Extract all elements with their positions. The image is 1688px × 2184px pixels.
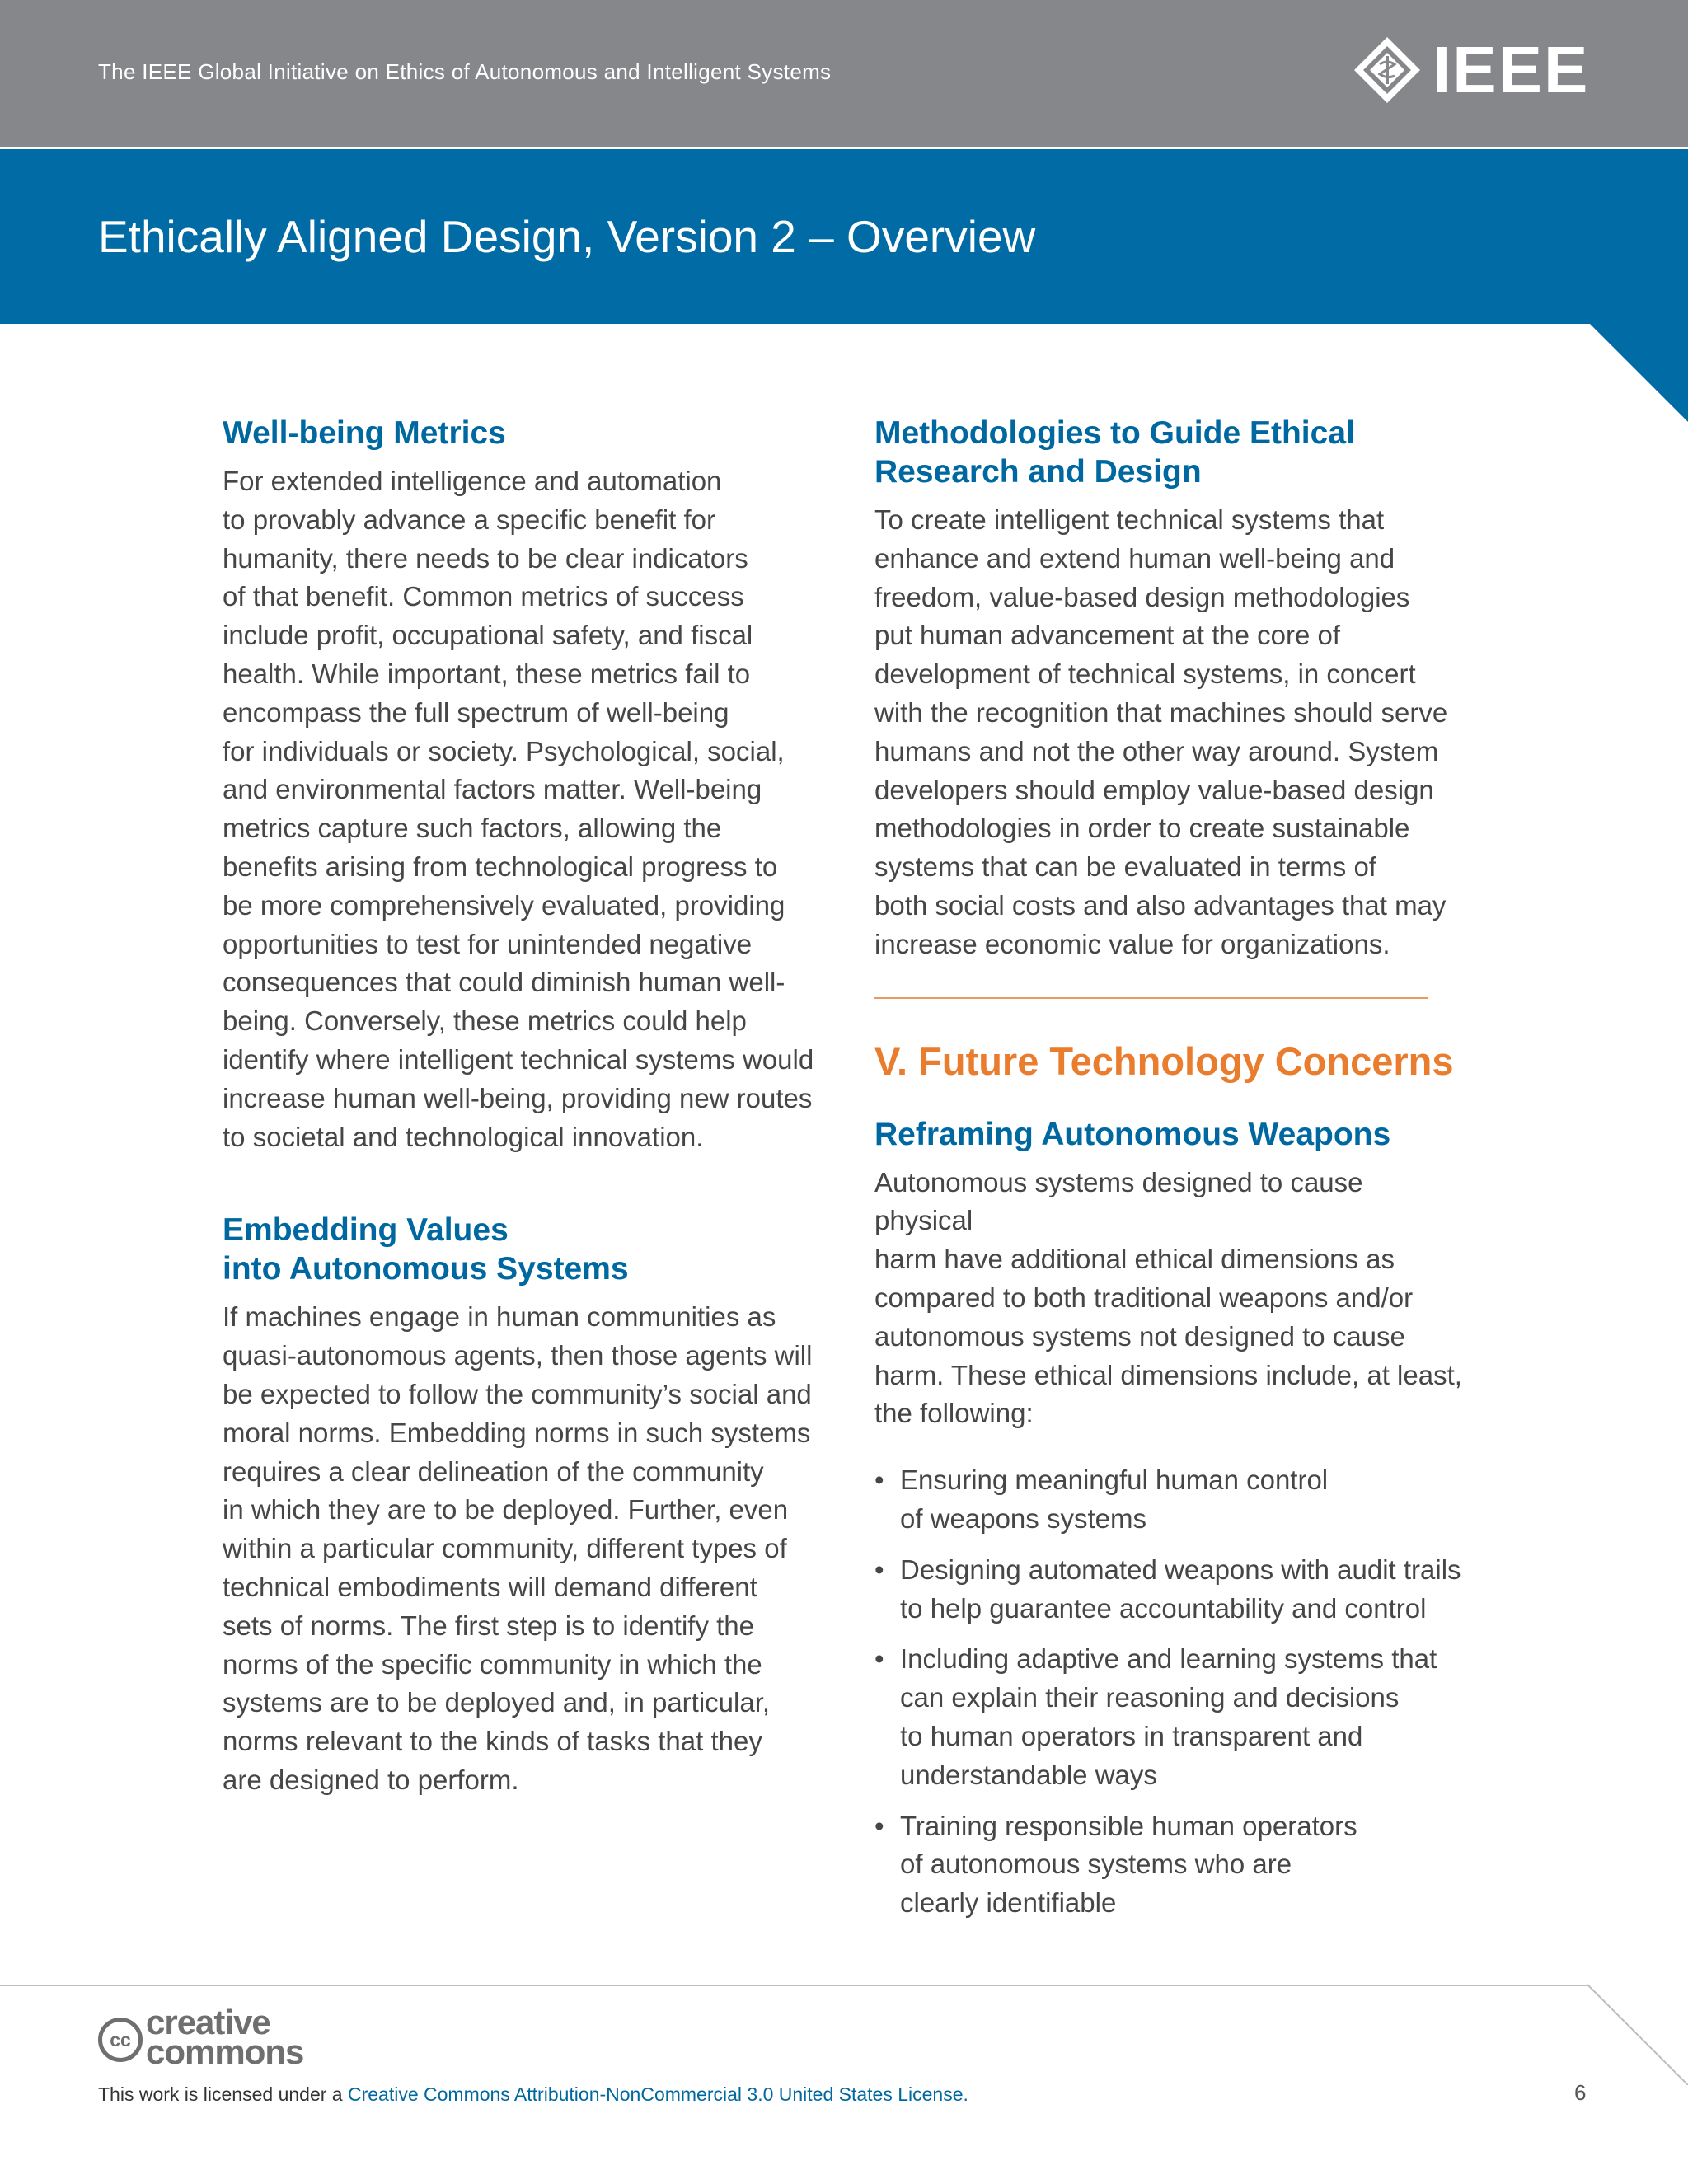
initiative-name: The IEEE Global Initiative on Ethics of Autonomous and Intelligent Systems	[98, 59, 832, 84]
list-item: • Ensuring meaningful human control of weapons systems	[874, 1461, 1468, 1539]
footer-divider	[0, 1985, 1587, 1986]
license-link[interactable]: Creative Commons Attribution-NonCommercial 3.0 United States License.	[347, 2083, 968, 2105]
ieee-logo	[1352, 33, 1591, 107]
left-column	[223, 414, 816, 1800]
header-bar	[0, 0, 1688, 147]
ethical-dimensions-list	[874, 1461, 1468, 1923]
wellbeing-metrics-body: For extended intelligence and automation to provably advance a specific benefit for humanity, there needs to be clear indicators of that benefit. Common metrics of success include profit, occupational safety, and fiscal health. While important, these metrics fail to encompass the full spectrum of well-being for individuals or society. Psychological, social, and environmental factors matter. Well-being metrics capture such factors, allowing the benefits arising from technological progress to be more comprehensively evaluated, providing opportunities to test for unintended negative consequences that could diminish human well- being. Conversely, these metrics could help identify where intelligent technical systems would increase human well-being, providing new routes to societal and technological innovation.	[223, 466, 814, 1152]
subheading-reframing-weapons: Reframing Autonomous Weapons	[874, 1116, 1391, 1152]
ieee-wordmark: IEEE	[1432, 33, 1590, 106]
list-item: • Designing automated weapons with audit trails to help guarantee accountability and control	[874, 1551, 1468, 1629]
right-column	[874, 414, 1468, 1935]
cc-wordmark: creative commons	[146, 2003, 304, 2071]
creative-commons-logo	[98, 2003, 337, 2071]
embedding-values-body: If machines engage in human communities as quasi-autonomous agents, then those agents will be expected to follow the community’s social and moral norms. Embedding norms in such systems requires a clear delineation of the community in which they are to be deployed. Further, even within a particular community, different types of technical embodiments will demand different sets of norms. The first step is to identify the norms of the specific community in which the systems are to be deployed and, in particular, norms relevant to the kinds of tasks that they are designed to perform.	[223, 1301, 813, 1795]
banner-corner-triangle	[1589, 323, 1688, 422]
reframing-weapons-body: Autonomous systems designed to cause physical harm have additional ethical dimensions as compared to both traditional weapons and/or autonomous systems not designed to cause harm. These ethical dimensions include, at least, the following:	[874, 1166, 1462, 1429]
section-heading-wellbeing-metrics: Well-being Metrics	[223, 415, 506, 451]
list-item: • Training responsible human operators of autonomous systems who are clearly identifiable	[874, 1807, 1468, 1923]
cc-icon: cc	[98, 2018, 143, 2062]
section-divider	[874, 997, 1428, 999]
methodologies-body: To create intelligent technical systems that enhance and extend human well-being and freedom, value-based design methodologies put human advancement at the core of development of technical systems, in concert with the recognition that machines should serve humans and not the other way around. System developers should employ value-based design methodologies in order to create sustainable systems that can be evaluated in terms of both social costs and also advantages that may increase economic value for organizations.	[874, 504, 1448, 959]
ieee-diamond-icon	[1352, 35, 1423, 105]
page-title: Ethically Aligned Design, Version 2 – Overview	[98, 211, 1036, 262]
license-text: This work is licensed under a	[98, 2083, 348, 2105]
section-heading-methodologies: Methodologies to Guide Ethical Research and Design	[874, 415, 1355, 490]
footer-corner-line	[1586, 1983, 1688, 2085]
section-heading-future-technology: V. Future Technology Concerns	[874, 1038, 1454, 1083]
section-heading-embedding-values: Embedding Values into Autonomous Systems	[223, 1212, 629, 1287]
page-number: 6	[1574, 2080, 1587, 2105]
list-item: • Including adaptive and learning systems that can explain their reasoning and decisions to human operators in transparent and understandable ways	[874, 1640, 1468, 1794]
license-notice	[98, 2083, 968, 2106]
